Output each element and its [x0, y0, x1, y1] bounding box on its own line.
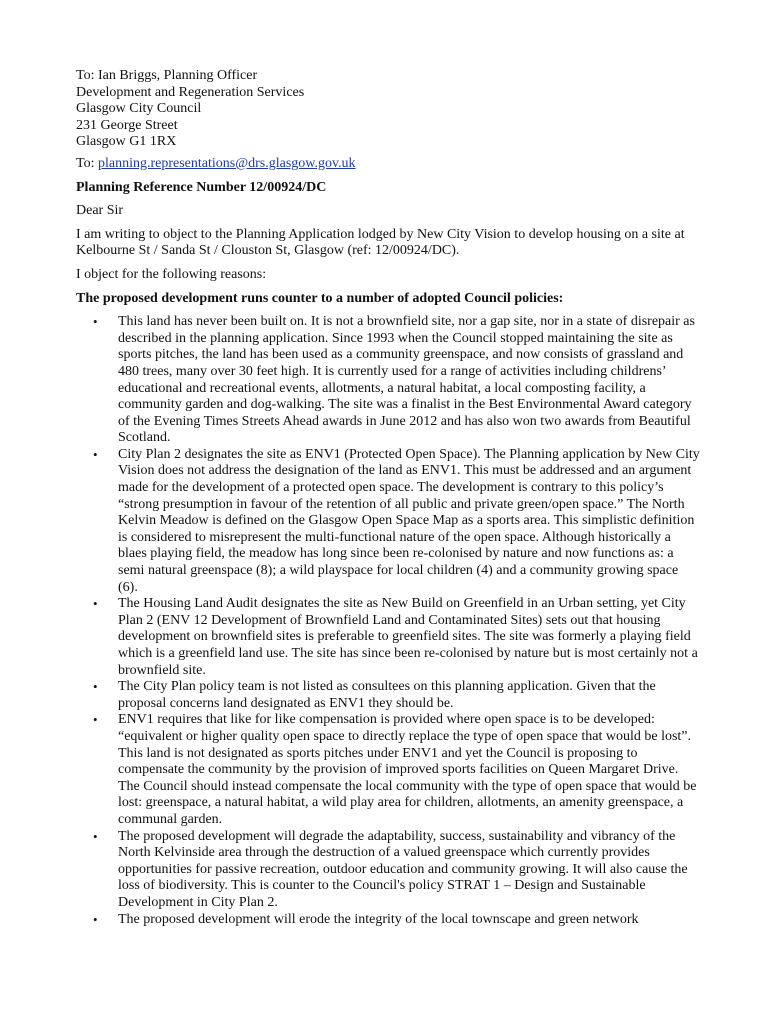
address-line: Glasgow G1 1RX: [76, 134, 177, 150]
list-item: [93, 679, 700, 712]
address-line: Glasgow City Council: [76, 101, 202, 117]
section-heading: The proposed development runs counter to a number of adopted Council policies:: [76, 290, 564, 306]
address-line: To: Ian Briggs, Planning Officer: [76, 68, 258, 83]
list-item: [93, 596, 700, 679]
list-item: [93, 314, 700, 447]
address-line: Development and Regeneration Services: [76, 84, 305, 100]
letter-page: [76, 68, 700, 928]
intro-paragraph: I am writing to object to the Planning Application lodged by New City Vision to develop housing on a site at Kelbourne St / Sanda St / Clouston St, Glasgow (ref: 12/00924/DC).: [76, 226, 685, 259]
recipient-address: [76, 68, 700, 151]
reason-text: The proposed development will erode the integrity of the local townscape and green network: [118, 911, 639, 927]
reason-text: City Plan 2 designates the site as ENV1 (Protected Open Space). The Planning application by New City Vision does not address the designation of the land as ENV1. This must be addressed and an argument made for the development of a protected open space. The development is contrary to this policy’s “strong presumption in favour of the retention of all public and private green/open space.” The North Kelvin Meadow is defined on the Glasgow Open Space Map as a sports area. This simplistic definition is considered to misrepresent the multi-functional nature of the open space. Although historically a blaes playing field, the meadow has long since been re-colonised by nature and now functions as: a semi natural greenspace (8); a wild playspace for local children (4) and a community growing space (6).: [118, 446, 700, 595]
salutation: Dear Sir: [76, 203, 124, 219]
bullet-glyph: •: [93, 679, 98, 695]
bullet-glyph: •: [93, 828, 98, 844]
address-line: 231 George Street: [76, 117, 178, 133]
reason-text: The Housing Land Audit designates the site as New Build on Greenfield in an Urban setting, yet City Plan 2 (ENV 12 Development of Brownfield Land and Contaminated Sites) sets out that housing development on brownfield sites is preferable to greenfield sites. The site was formerly a playing field which is a greenfield land use. The site has since been re-colonised by nature but is most certainly not a brownfield site.: [118, 596, 698, 678]
email-link[interactable]: planning.representations@drs.glasgow.gov.uk: [97, 155, 356, 171]
email-recipient-line: [76, 156, 700, 173]
bullet-glyph: •: [93, 911, 98, 927]
list-item: [93, 446, 700, 596]
reason-text: This land has never been built on. It is not a brownfield site, nor a gap site, nor in a state of disrepair as described in the planning application. Since 1993 when the Council stopped maintaining the site as sports pitches, the land has been used as a community greenspace, and now consists of grassland and 480 trees, many over 30 feet high. It is currently used for a range of activities including childrens’ educational and recreational events, allotments, a natural habitat, a local composting facility, a community garden and dog-walking. The site was a finalist in the Best Environmental Award category of the Evening Times Streets Ahead awards in June 2012 and has also won two awards from Beautiful Scotland.: [118, 314, 695, 446]
bullet-glyph: •: [93, 596, 98, 612]
bullet-glyph: •: [93, 446, 98, 462]
reason-text: The proposed development will degrade the adaptability, success, sustainability and vibrancy of the North Kelvinside area through the destruction of a valued greenspace which currently provides opportunities for passive recreation, outdoor education and community growing. It will also cause the loss of biodiversity. This is counter to the Council's policy STRAT 1 – Design and Sustainable Development in City Plan 2.: [118, 828, 688, 910]
list-item: [93, 712, 700, 828]
reason-text: The City Plan policy team is not listed as consultees on this planning application. Given that the proposal concerns land designated as ENV1 they should be.: [118, 679, 656, 711]
bullet-glyph: •: [93, 712, 98, 728]
reasons-list: [76, 314, 700, 928]
object-line: I object for the following reasons:: [76, 266, 267, 282]
email-prefix: To:: [76, 155, 98, 171]
list-item: [93, 828, 700, 912]
planning-reference: Planning Reference Number 12/00924/DC: [76, 179, 327, 195]
bullet-glyph: •: [93, 314, 98, 330]
list-item: [93, 911, 700, 929]
reason-text: ENV1 requires that like for like compensation is provided where open space is to be developed: “equivalent or higher quality open space to directly replace the type of open space that would be lost”. This land is not designated as sports pitches under ENV1 and yet the Council is proposing to compensate the community by the provision of improved sports facilities on Queen Margaret Drive. The Council should instead compensate the local community with the type of open space that would be lost: greenspace, a natural habitat, a wild play area for children, allotments, an amenity greenspace, a communal garden.: [118, 712, 697, 827]
